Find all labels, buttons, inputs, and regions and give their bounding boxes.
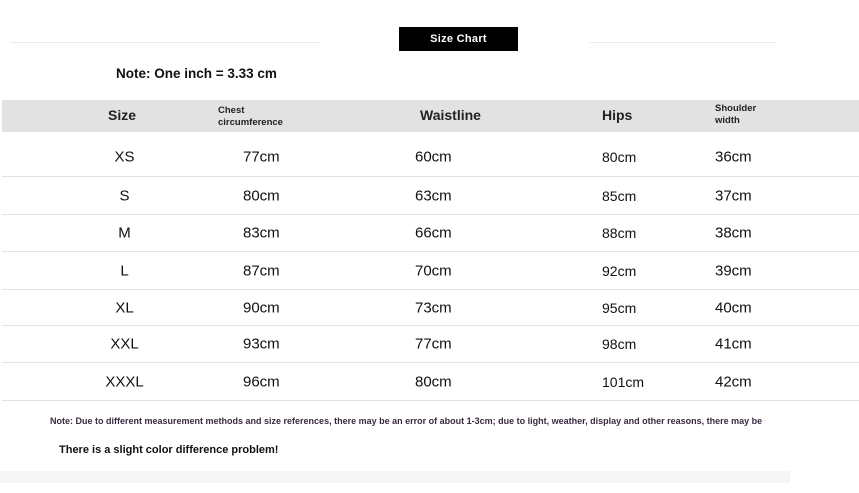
size-chart-title: Size Chart (399, 27, 518, 51)
header-shoulder: Shoulder width (715, 103, 757, 126)
size-cell: XXXL (105, 373, 144, 390)
chest-cell: 93cm (243, 335, 280, 353)
chest-cell: 87cm (243, 262, 280, 279)
size-cell: M (118, 224, 131, 242)
waist-cell: 60cm (415, 148, 452, 166)
chest-cell: 90cm (243, 299, 280, 316)
waist-cell: 66cm (415, 224, 452, 242)
title-divider-right (590, 42, 776, 43)
chest-cell: 83cm (243, 224, 280, 242)
size-cell: S (119, 187, 130, 204)
shoulder-cell: 40cm (715, 299, 752, 316)
color-difference-note: There is a slight color difference problem! (59, 444, 279, 456)
size-table-body (2, 138, 859, 401)
header-size: Size (108, 107, 137, 123)
size-cell: L (120, 262, 129, 279)
hips-cell: 101cm (602, 373, 645, 390)
table-row (2, 252, 859, 290)
waist-cell: 63cm (415, 187, 452, 204)
table-row (2, 177, 859, 215)
waist-cell: 73cm (415, 299, 452, 316)
header-hips: Hips (602, 107, 633, 123)
table-header (2, 100, 859, 132)
size-cell: XXL (110, 335, 139, 353)
conversion-note: Note: One inch = 3.33 cm (116, 66, 277, 81)
shoulder-cell: 37cm (715, 187, 752, 204)
header-chest: Chest circumference (218, 105, 283, 128)
title-divider-left (10, 42, 320, 43)
table-row (2, 363, 859, 401)
hips-cell: 92cm (602, 262, 637, 279)
shoulder-cell: 36cm (715, 148, 752, 166)
hips-cell: 85cm (602, 187, 637, 204)
waist-cell: 80cm (415, 373, 452, 390)
size-cell: XS (114, 148, 135, 166)
table-row (2, 138, 859, 177)
hips-cell: 95cm (602, 299, 637, 316)
hips-cell: 98cm (602, 336, 637, 352)
measurement-note: Note: Due to different measurement methods and size references, there may be an error of about 1-3cm; due to light, weather, display and other reasons, there may be (50, 416, 763, 426)
table-row (2, 326, 859, 363)
chest-cell: 96cm (243, 373, 280, 390)
hips-cell: 88cm (602, 225, 637, 241)
hips-cell: 80cm (602, 149, 637, 165)
shoulder-cell: 42cm (715, 373, 752, 390)
bottom-band (0, 471, 790, 483)
chest-cell: 77cm (243, 148, 280, 166)
waist-cell: 70cm (415, 262, 452, 279)
table-row (2, 290, 859, 326)
header-waistline: Waistline (420, 107, 481, 123)
table-row (2, 215, 859, 252)
size-cell: XL (115, 299, 134, 316)
shoulder-cell: 38cm (715, 224, 752, 242)
waist-cell: 77cm (415, 335, 452, 353)
shoulder-cell: 41cm (715, 335, 752, 353)
chest-cell: 80cm (243, 187, 280, 204)
shoulder-cell: 39cm (715, 262, 752, 279)
